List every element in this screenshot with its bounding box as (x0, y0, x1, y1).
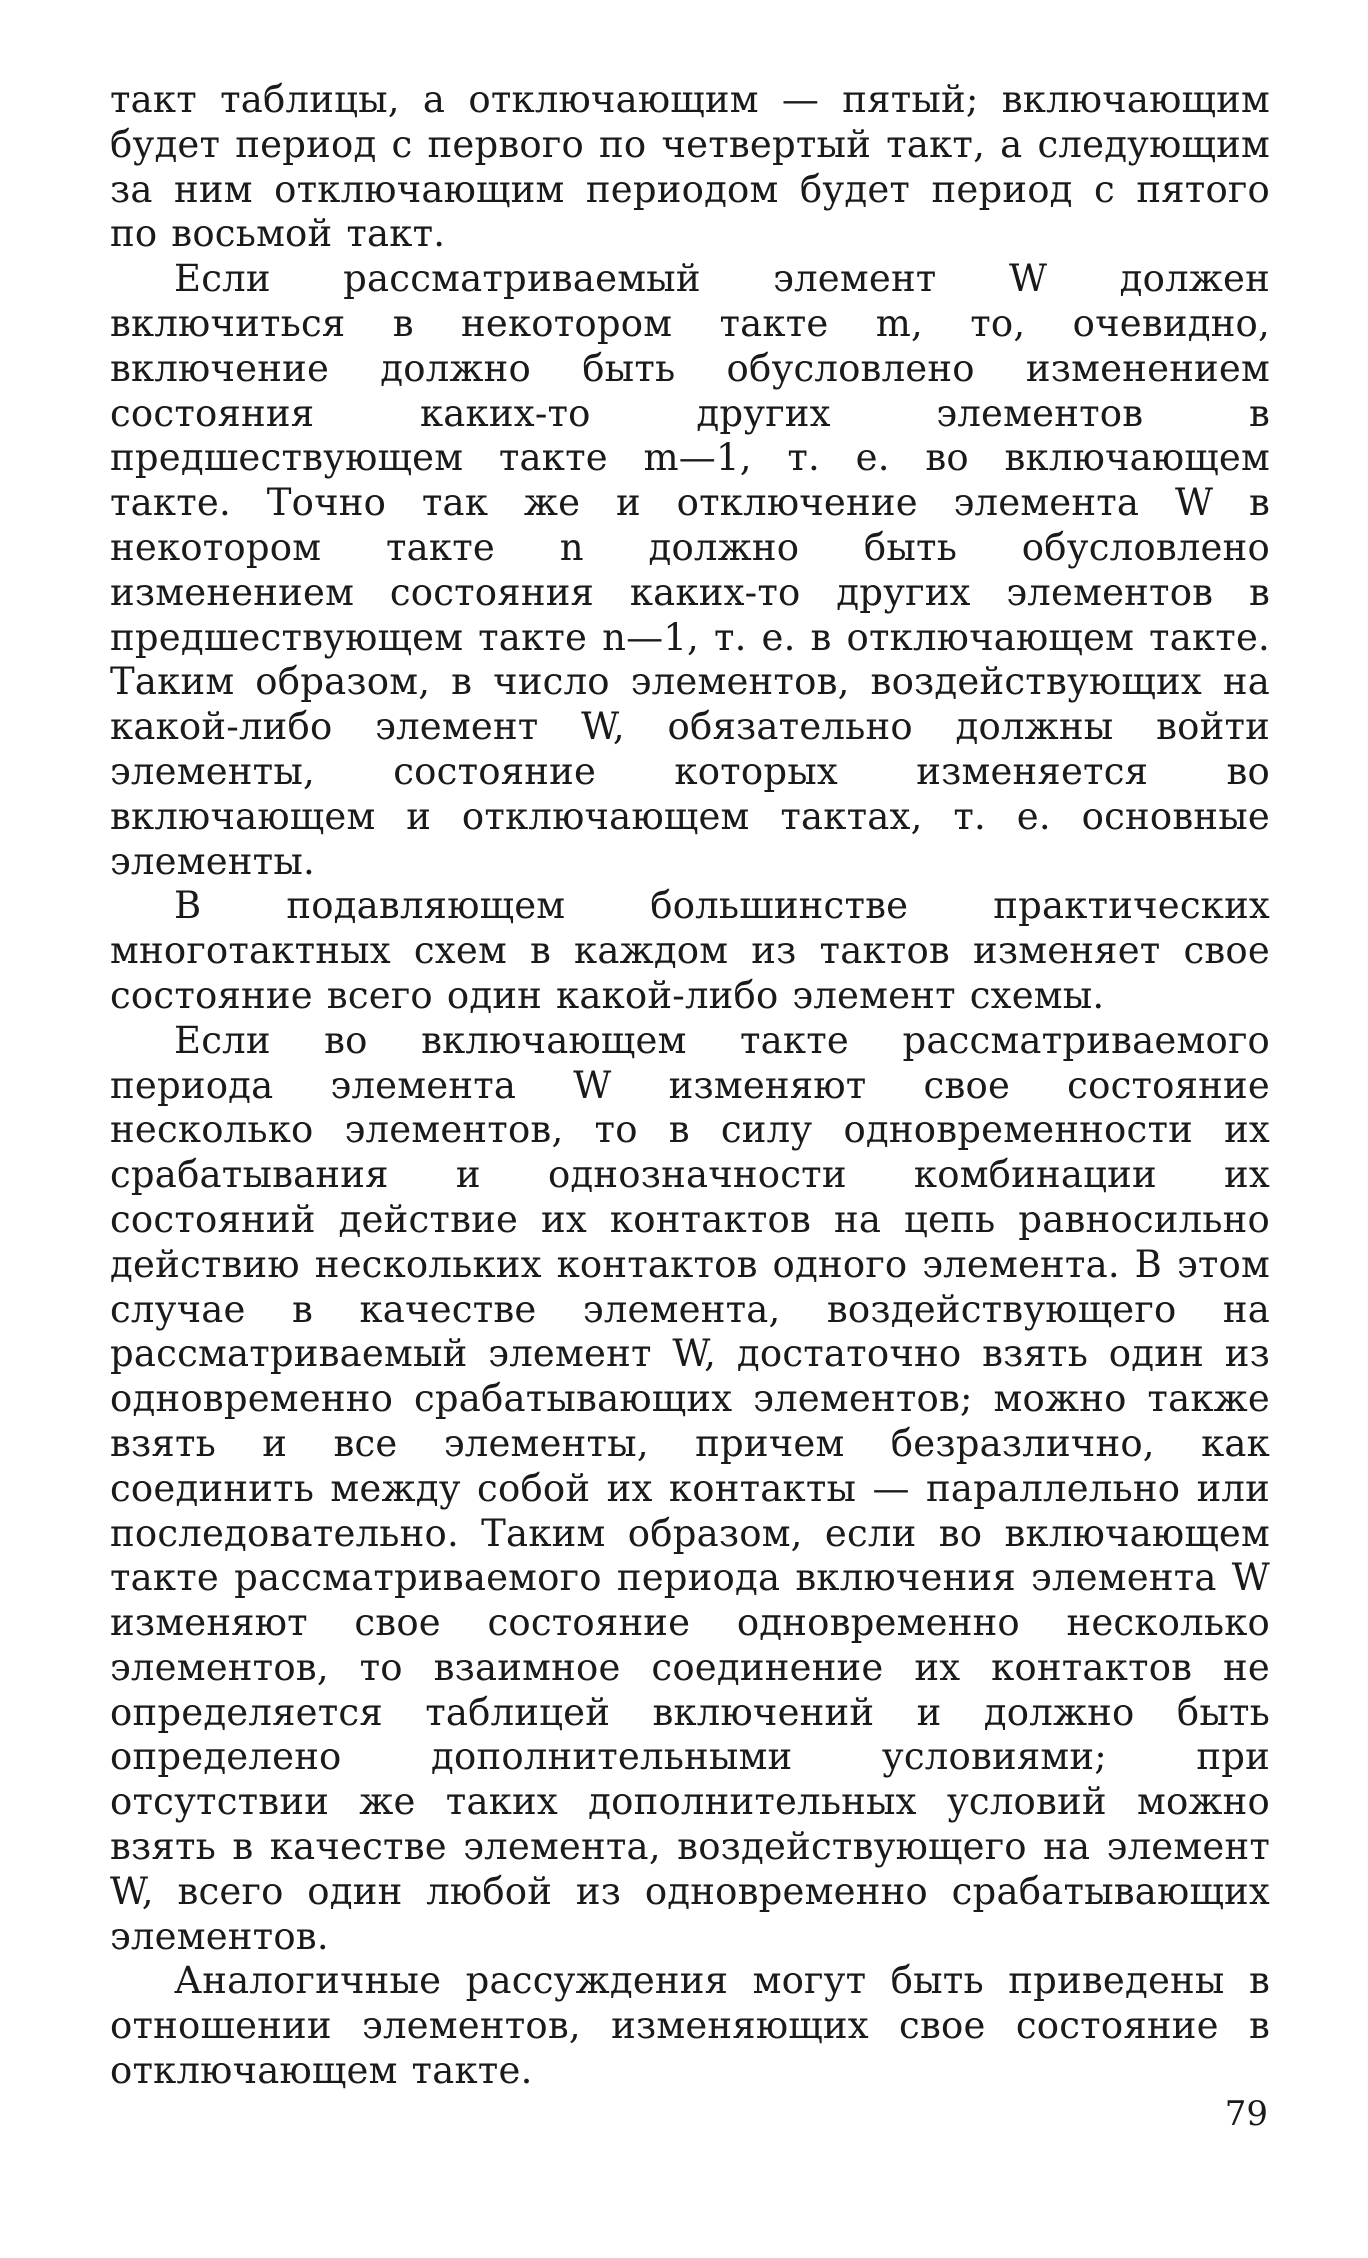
body-text (110, 78, 1270, 2094)
paragraph-4: Если во включающем такте рассматриваемого периода элемента W изменяют свое состояние несколько элементов, то в силу одновременности их срабатывания и однозначности комбинации их состояний действие их контактов на цепь равносильно действию нескольких контактов одного элемента. В этом случае в качестве элемента, воздействующего на рассматриваемый элемент W, достаточно взять один из одновременно срабатывающих элементов; можно также взять и все элементы, причем безразлично, как соединить между собой их контакты — параллельно или последовательно. Таким образом, если во включающем такте рассматриваемого периода включения элемента W изменяют свое состояние одновременно несколько элементов, то взаимное соединение их контактов не определяется таблицей включений и должно быть определено дополнительными условиями; при отсутствии же таких дополнительных условий можно взять в качестве элемента, воздействующего на элемент W, всего один любой из одновременно срабатывающих элементов. (110, 1018, 1270, 1958)
paragraph-1: такт таблицы, а отключающим — пятый; включающим будет период с первого по четвертый такт, а следующим за ним отключающим периодом будет период с пятого по восьмой такт. (110, 78, 1270, 256)
page-number: 79 (1224, 2094, 1268, 2134)
paragraph-5: Аналогичные рассуждения могут быть приведены в отношении элементов, изменяющих свое состояние в отключающем такте. (110, 1959, 1270, 2093)
paragraph-3: В подавляющем большинстве практических многотактных схем в каждом из тактов изменяет свое состояние всего один какой-либо элемент схемы. (110, 884, 1270, 1017)
paragraph-2: Если рассматриваемый элемент W должен включиться в некотором такте m, то, очевидно, включение должно быть обусловлено изменением состояния каких-то других элементов в предшествующем такте m—1, т. е. во включающем такте. Точно так же и отключение элемента W в некотором такте n должно быть обусловлено изменением состояния каких-то других элементов в предшествующем такте n—1, т. е. в отключающем такте. Таким образом, в число элементов, воздействующих на какой-либо элемент W, обязательно должны войти элементы, состояние которых изменяется во включающем и отключающем тактах, т. е. основные элементы. (110, 257, 1270, 883)
